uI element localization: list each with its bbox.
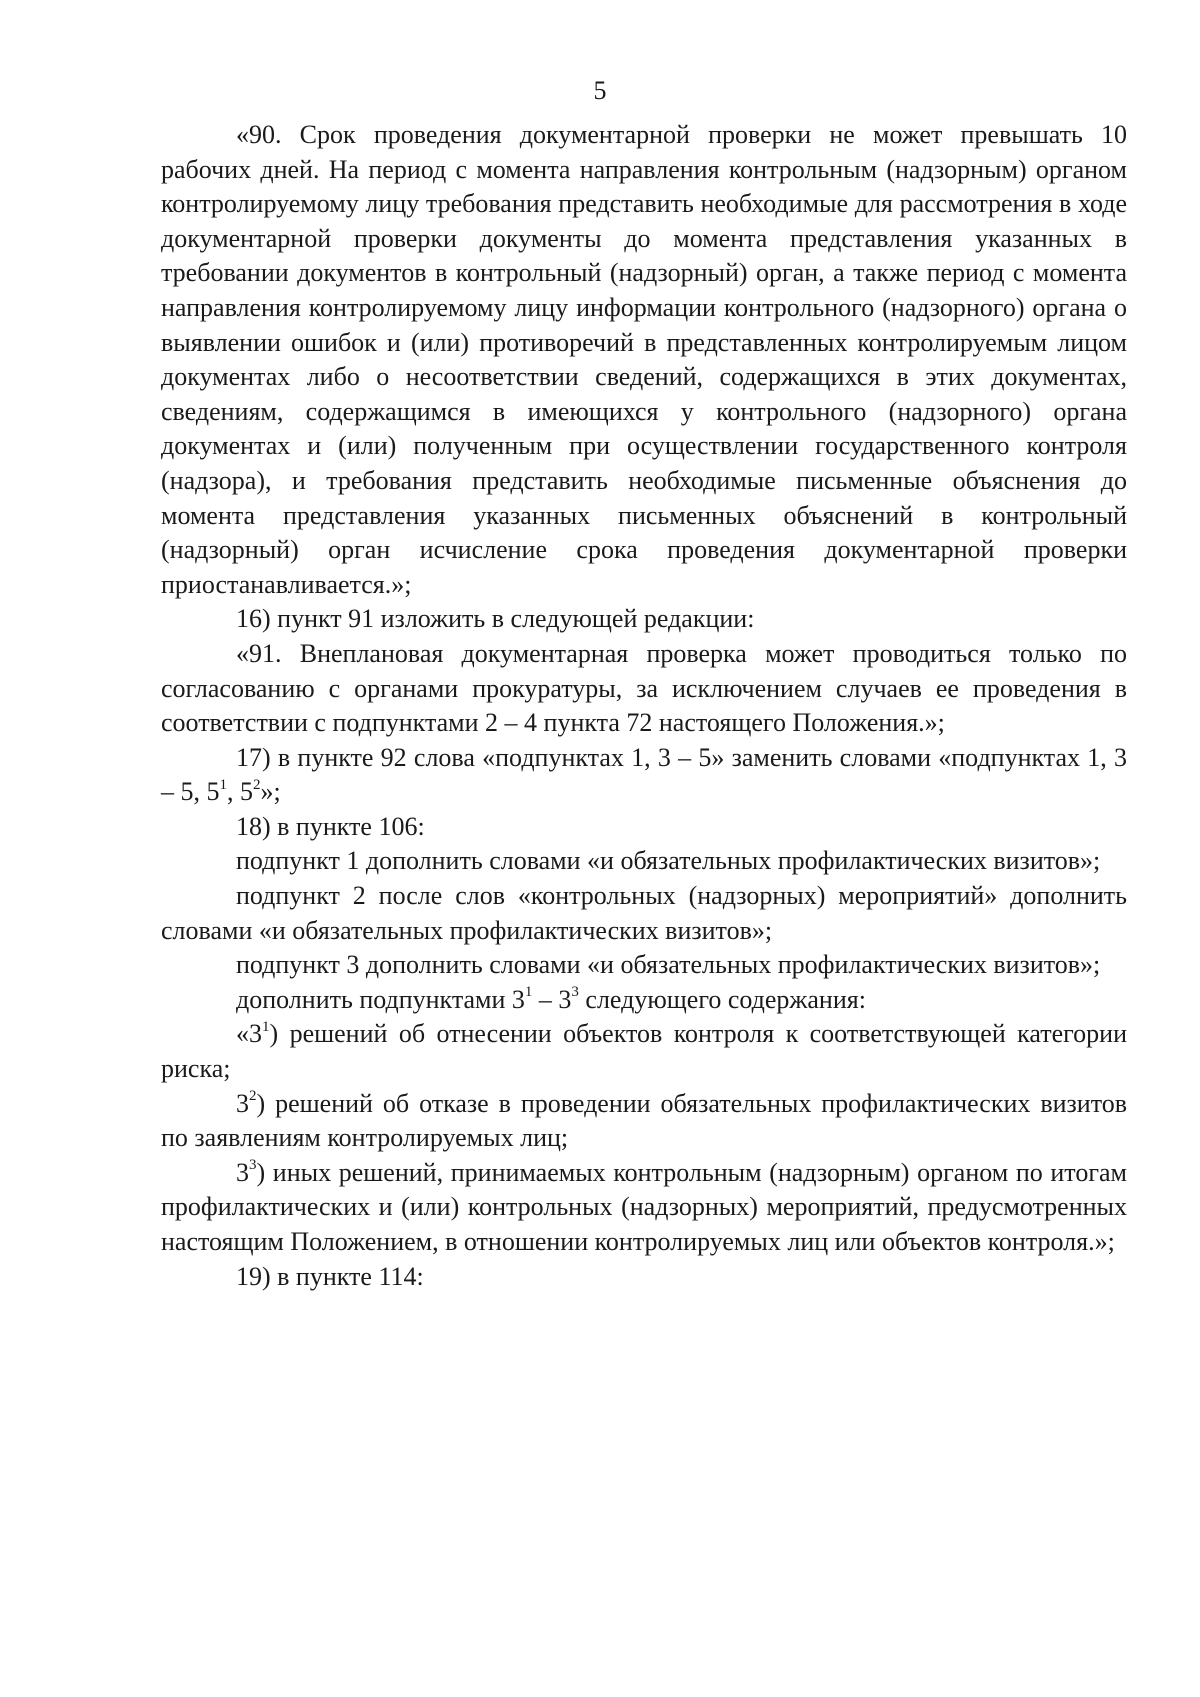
subitem-3-2-superscript: 2 — [249, 1087, 257, 1104]
add-subitems-mid: – 3 — [532, 984, 572, 1014]
subitem-3-2-start: 3 — [236, 1088, 249, 1118]
subitem-3-1-text: ) решений об отнесении объектов контроля к соответствующей категории риска; — [161, 1019, 1127, 1084]
paragraph-subitem-3-2 — [161, 1087, 1127, 1156]
subitem-3-1-start: «3 — [236, 1019, 262, 1049]
paragraph-point-91: «91. Внеплановая документарная проверка может проводиться только по согласованию с органами прокуратуры, за исключением случаев ее проведения в соответствии с подпунктами 2 – 4 пункта 72 настоящего Положения.»; — [161, 638, 1127, 738]
subitem-3-3-start: 3 — [236, 1157, 249, 1187]
item-17-mid: , 5 — [227, 777, 253, 807]
paragraph-point-90: «90. Срок проведения документарной проверки не может превышать 10 рабочих дней. На период с момента направления контрольным (надзорным) органом контролируемому лицу требования представить необходимые для рассмотрения в ходе документарной проверки документы до момента представления указанных в требовании документов в контрольный (надзорный) орган, а также период с момента направления контролируемому лицу информации контрольного (надзорного) органа о выявлении ошибок и (или) противоречий в представленных контролируемым лицом документах либо о несоответствии сведений, содержащихся в этих документах, сведениям, содержащимся в имеющихся у контрольного (надзорного) органа документах и (или) полученным при осуществлении государственного контроля (надзора), и требования представить необходимые письменные объяснения до момента представления указанных письменных объяснений в контрольный (надзорный) орган исчисление срока проведения документарной проверки приостанавливается.»; — [161, 120, 1127, 599]
item-17-superscript-1: 1 — [219, 776, 227, 793]
paragraph-item-17 — [161, 741, 1127, 810]
subitem-3-3-superscript: 3 — [249, 1157, 257, 1174]
paragraph-item-16: 16) пункт 91 изложить в следующей редакции: — [236, 604, 755, 634]
add-subitems-start: дополнить подпунктами 3 — [236, 984, 525, 1014]
paragraph-subitem-2: подпункт 2 после слов «контрольных (надзорных) мероприятий» дополнить словами «и обязательных профилактических визитов»; — [161, 881, 1127, 945]
paragraph-subitem-1: подпункт 1 дополнить словами «и обязательных профилактических визитов»; — [236, 846, 1101, 876]
paragraph-subitem-3-3 — [161, 1156, 1127, 1260]
document-body — [161, 118, 1127, 1294]
subitem-3-1-superscript: 1 — [262, 1018, 270, 1035]
add-subitems-superscript-1: 1 — [524, 984, 533, 1001]
item-17-superscript-2: 2 — [253, 776, 261, 793]
subitem-3-2-text: ) решений об отказе в проведении обязательных профилактических визитов по заявлениям контролируемых лиц; — [161, 1088, 1127, 1153]
item-17-end: »; — [260, 777, 281, 807]
subitem-3-3-text: ) иных решений, принимаемых контрольным (надзорным) органом по итогам профилактических и (или) контрольных (надзорных) мероприятий, предусмотренных настоящим Положением, в отношении контролируемых лиц или объектов контроля.»; — [161, 1157, 1127, 1256]
paragraph-subitem-3: подпункт 3 дополнить словами «и обязательных профилактических визитов»; — [236, 950, 1101, 980]
page-number: 5 — [593, 76, 607, 105]
paragraph-add-subitems — [161, 983, 1127, 1018]
paragraph-item-18: 18) в пункте 106: — [236, 811, 425, 841]
add-subitems-superscript-3: 3 — [571, 984, 579, 1001]
add-subitems-end: следующего содержания: — [578, 984, 866, 1014]
paragraph-item-19: 19) в пункте 114: — [236, 1261, 424, 1291]
paragraph-subitem-3-1 — [161, 1017, 1127, 1086]
item-17-text: 17) в пункте 92 слова «подпунктах 1, 3 – 5» заменить словами «подпунктах 1, 3 – 5, 5 — [161, 742, 1127, 807]
